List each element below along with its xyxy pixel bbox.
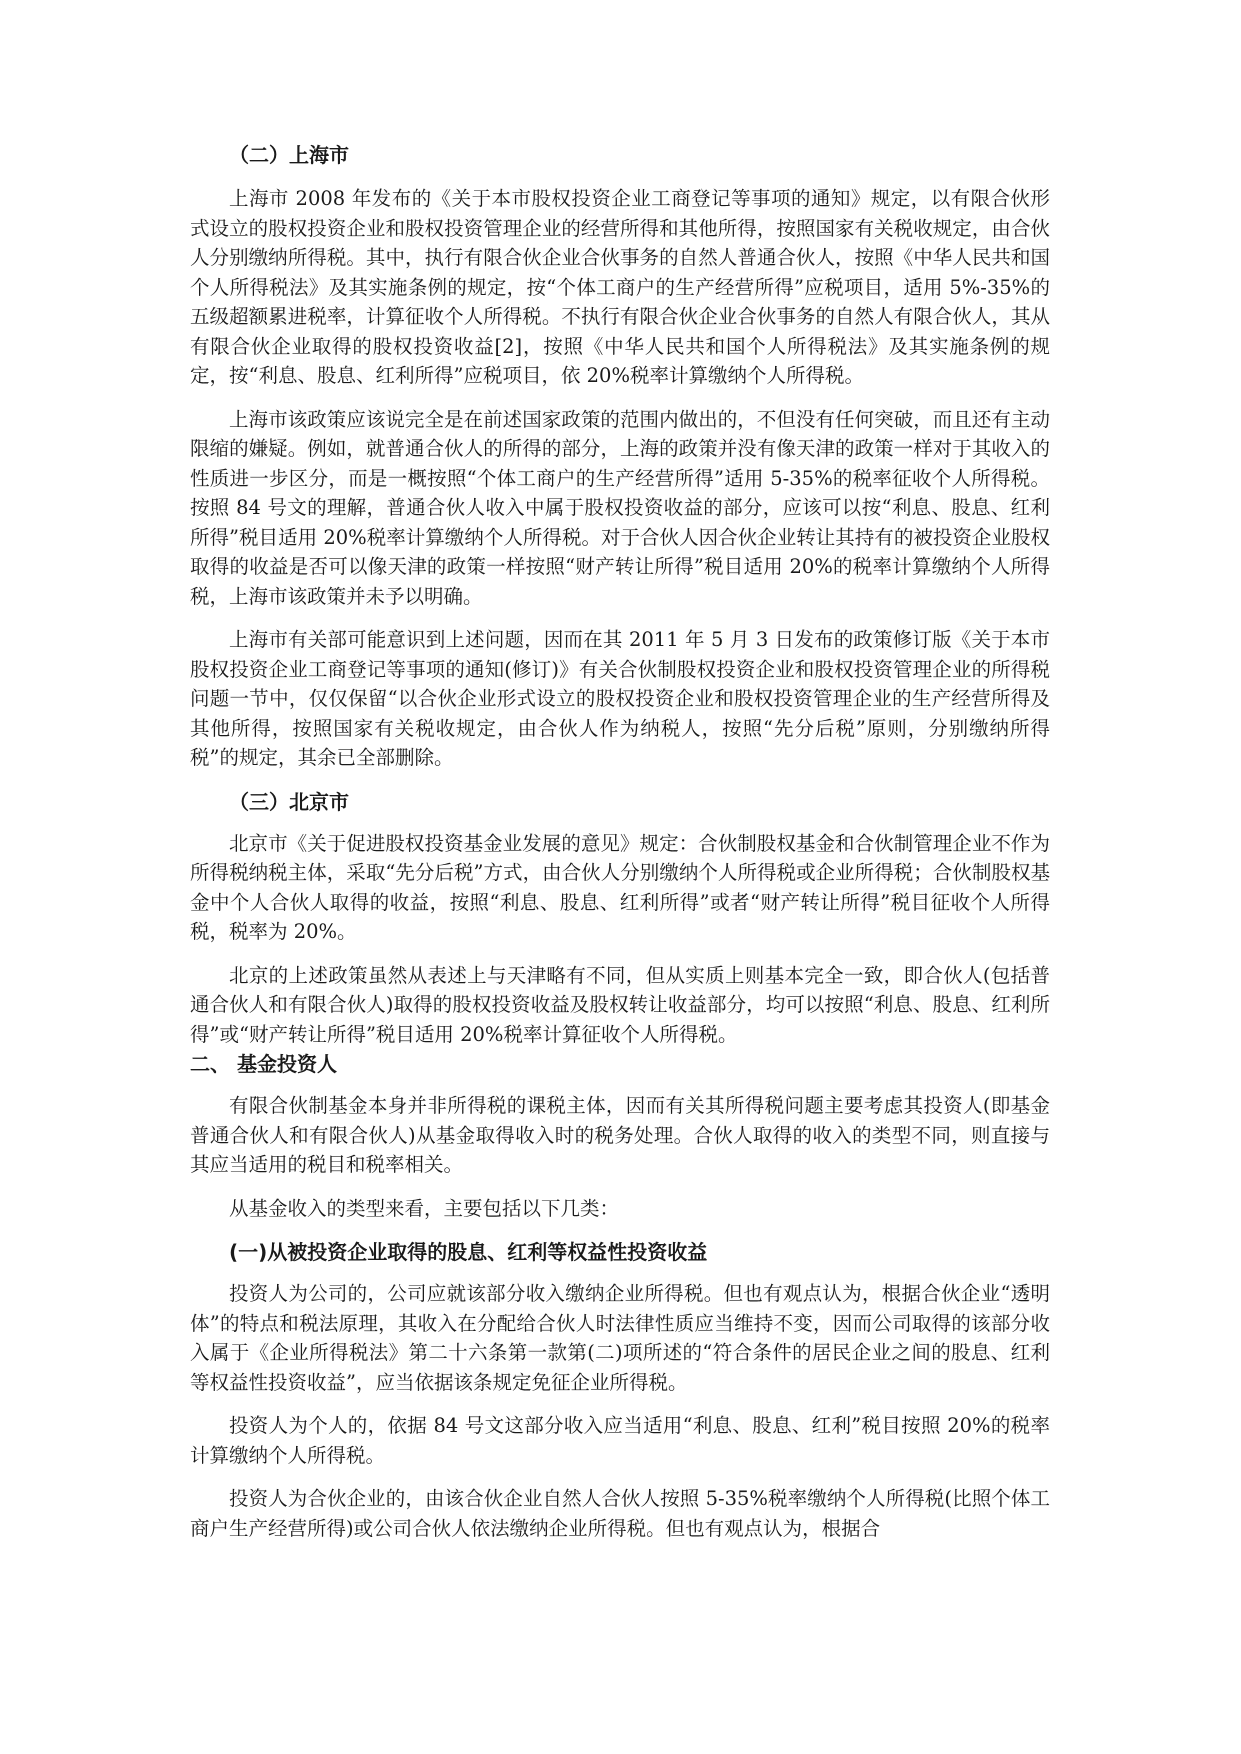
document-page (190, 140, 1050, 1557)
section-heading-beijing: （三）北京市 (229, 789, 349, 814)
section-heading-shanghai: （二）上海市 (229, 143, 349, 167)
subsection-heading-dividends: (一)从被投资企业取得的股息、红利等权益性投资收益 (229, 1240, 708, 1264)
paragraph: 投资人为公司的，公司应就该部分收入缴纳企业所得税。但也有观点认为，根据合伙企业“透明体”的特点和税法原理，其收入在分配给合伙人时法律性质应当维持不变，因而公司取得的该部分收入属于《企业所得税法》第二十六条第一款第(二)项所述的“符合条件的居民企业之间的股息、红利等权益性投资收益”，应当依据该条规定免征企业所得税。 (190, 1282, 1050, 1394)
paragraph: 上海市该政策应该说完全是在前述国家政策的范围内做出的，不但没有任何突破，而且还有主动限缩的嫌疑。例如，就普通合伙人的所得的部分，上海的政策并没有像天津的政策一样对于其收入的性质进一步区分，而是一概按照“个体工商户的生产经营所得”适用 5-35%的税率征收个人所得税。按照 84 号文的理解，普通合伙人收入中属于股权投资收益的部分，应该可以按“利息、股息、红利所得”税目适用 20%税率计算缴纳个人所得税。对于合伙人因合伙企业转让其持有的被投资企业股权取得的收益是否可以像天津的政策一样按照“财产转让所得”税目适用 20%的税率计算缴纳个人所得税，上海市该政策并未予以明确。 (190, 407, 1050, 608)
paragraph: 北京的上述政策虽然从表述上与天津略有不同，但从实质上则基本完全一致，即合伙人(包括普通合伙人和有限合伙人)取得的股权投资收益及股权转让收益部分，均可以按照“利息、股息、红利所得”或“财产转让所得”税目适用 20%税率计算征收个人所得税。 (190, 963, 1050, 1046)
paragraph: 从基金收入的类型来看，主要包括以下几类： (229, 1196, 620, 1220)
paragraph: 上海市有关部可能意识到上述问题，因而在其 2011 年 5 月 3 日发布的政策修订版《关于本市股权投资企业工商登记等事项的通知(修订)》有关合伙制股权投资企业和股权投资管理企业的所得税问题一节中，仅仅保留“以合伙企业形式设立的股权投资企业和股权投资管理企业的生产经营所得及其他所得，按照国家有关税收规定，由合伙人作为纳税人，按照“先分后税”原则，分别缴纳所得税”的规定，其余已全部删除。 (190, 628, 1050, 769)
paragraph: 上海市 2008 年发布的《关于本市股权投资企业工商登记等事项的通知》规定，以有限合伙形式设立的股权投资企业和股权投资管理企业的经营所得和其他所得，按照国家有关税收规定，由合伙人分别缴纳所得税。其中，执行有限合伙企业合伙事务的自然人普通合伙人，按照《中华人民共和国个人所得税法》及其实施条例的规定，按“个体工商户的生产经营所得”应税项目，适用 5%-35%的五级超额累进税率，计算征收个人所得税。不执行有限合伙企业合伙事务的自然人有限合伙人，其从有限合伙企业取得的股权投资收益[2]，按照《中华人民共和国个人所得税法》及其实施条例的规定，按“利息、股息、红利所得”应税项目，依 20%税率计算缴纳个人所得税。 (190, 187, 1050, 387)
section-heading-fund-investors: 二、 基金投资人 (190, 1052, 337, 1076)
paragraph: 投资人为合伙企业的，由该合伙企业自然人合伙人按照 5-35%税率缴纳个人所得税(比照个体工商户生产经营所得)或公司合伙人依法缴纳企业所得税。但也有观点认为，根据合 (190, 1487, 1050, 1540)
paragraph: 有限合伙制基金本身并非所得税的课税主体，因而有关其所得税问题主要考虑其投资人(即基金普通合伙人和有限合伙人)从基金取得收入时的税务处理。合伙人取得的收入的类型不同，则直接与其应当适用的税目和税率相关。 (190, 1094, 1050, 1176)
paragraph: 投资人为个人的，依据 84 号文这部分收入应当适用“利息、股息、红利”税目按照 20%的税率计算缴纳个人所得税。 (190, 1414, 1050, 1467)
paragraph: 北京市《关于促进股权投资基金业发展的意见》规定：合伙制股权基金和合伙制管理企业不作为所得税纳税主体，采取“先分后税”方式，由合伙人分别缴纳个人所得税或企业所得税；合伙制股权基金中个人合伙人取得的收益，按照“利息、股息、红利所得”或者“财产转让所得”税目征收个人所得税，税率为 20%。 (190, 831, 1050, 943)
